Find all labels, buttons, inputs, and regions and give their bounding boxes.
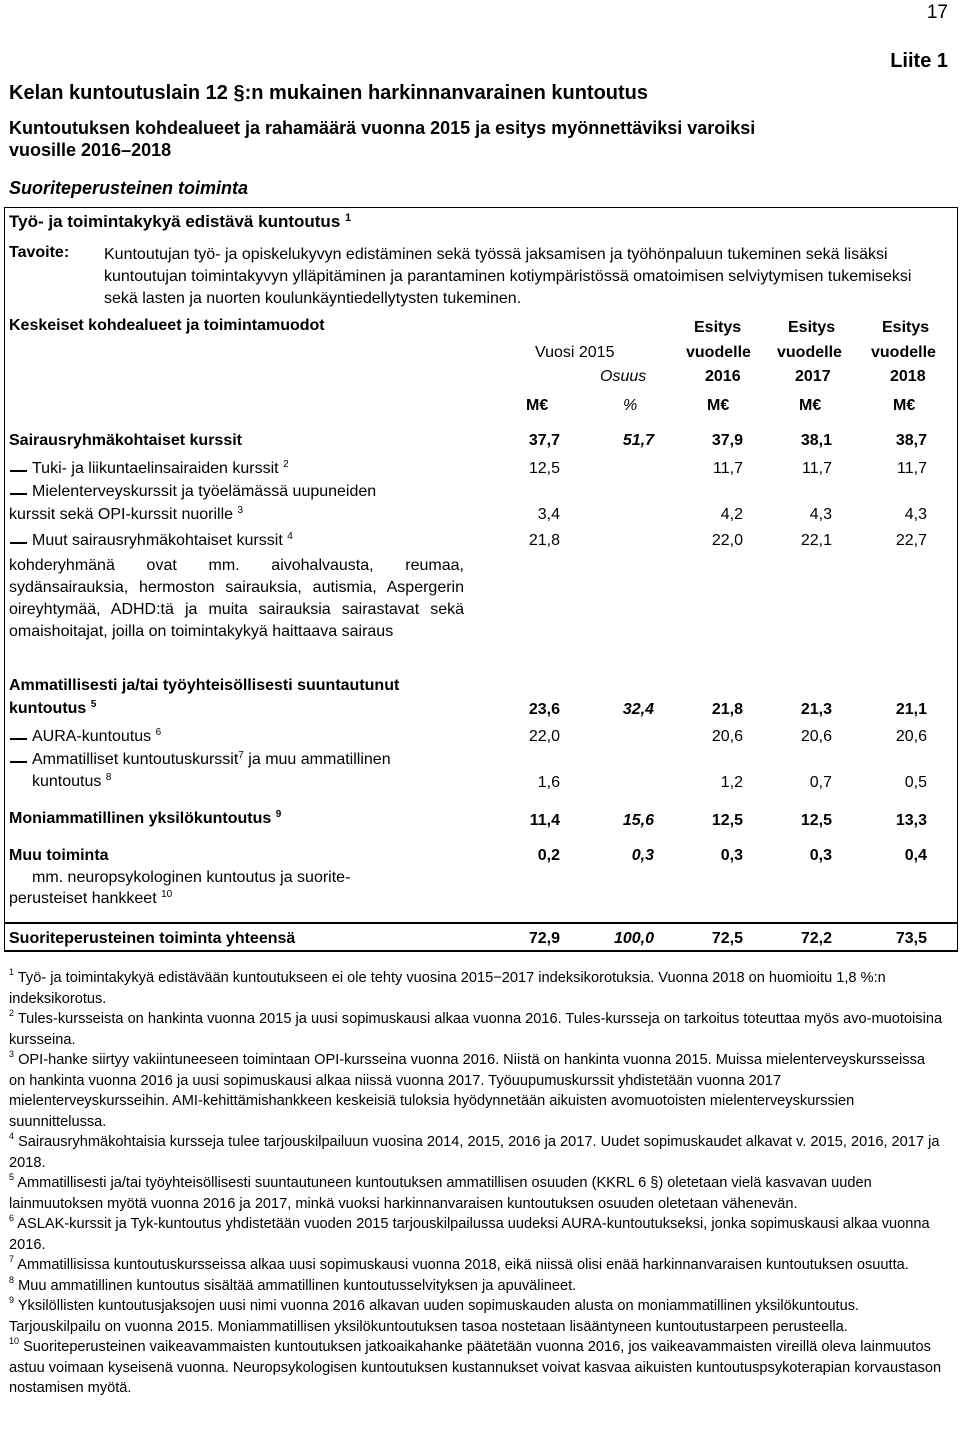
bottom-rule bbox=[4, 950, 957, 952]
row-label-line2: kuntoutus $^5$ bbox=[9, 699, 97, 717]
cell-osuus: 0,3 bbox=[631, 847, 654, 864]
cell-m2017: 0,7 bbox=[809, 774, 832, 791]
cell-m2016: 21,8 bbox=[711, 701, 743, 718]
footnote: $^8$ Muu ammatillinen kuntoutus sisältää ammatillinen kuntoutusselvityksen ja apuvälineet. bbox=[9, 1274, 577, 1294]
cell-m2016: 11,7 bbox=[713, 460, 743, 477]
cell-osuus: 32,4 bbox=[622, 701, 654, 718]
cell-m2015: 0,2 bbox=[537, 847, 560, 864]
cell-m2018: 22,7 bbox=[895, 532, 927, 549]
cell-m2015: 3,4 bbox=[537, 506, 560, 523]
cell-m2018: 0,5 bbox=[904, 774, 927, 791]
cell-m2015: 11,4 bbox=[529, 812, 560, 829]
header-esitys-2017: Esitys bbox=[788, 319, 836, 336]
row-sublabel-line1: mm. neuropsykologinen kuntoutus ja suorite- bbox=[32, 869, 351, 886]
row-label: Moniammatillinen yksilökuntoutus $^9$ bbox=[9, 809, 282, 827]
row-label-line1: Ammatilliset kuntoutuskurssit$^7$ ja muu ammatillinen bbox=[32, 750, 391, 768]
footnote: $^5$ Ammatillisesti ja/tai työyhteisöllisesti suuntautuneen kuntoutuksen ammatillisen osuuden (KKRL 6 §) oletetaan vielä kasvavan uuden lainmuutoksen myötä vuonna 2016 ja 2017, minkä vuoksi harkinnanvaraisen kuntoutuksen osuuden oletetaan vähenevän. bbox=[9, 1172, 872, 1212]
unit-m2018: M€ bbox=[893, 397, 916, 414]
header-year-2018: 2018 bbox=[890, 368, 926, 385]
cell-m2017: 20,6 bbox=[800, 728, 832, 745]
row-label-line1: Mielenterveyskurssit ja työelämässä uupuneiden bbox=[32, 483, 377, 500]
cell-m2018: 13,3 bbox=[895, 812, 927, 829]
header-osuus: Osuus bbox=[600, 368, 647, 385]
page-subtitle: Kuntoutuksen kohdealueet ja rahamäärä vuonna 2015 ja esitys myönnettäviksi varoiksi vuosille 2016–2018 bbox=[9, 118, 756, 160]
cell-m2015: 1,6 bbox=[537, 774, 560, 791]
bullet-dash bbox=[10, 493, 27, 495]
cell-osuus: 51,7 bbox=[622, 432, 654, 449]
cell-m2016: 22,0 bbox=[711, 532, 743, 549]
footnote: $^6$ ASLAK-kurssit ja Tyk-kuntoutus yhdistetään vuoden 2015 tarjouskilpailussa uudeksi AURA-kuntoutukseksi, jonka sopimuskausi alkaa vuonna 2016. bbox=[9, 1213, 930, 1253]
footnote: $^3$ OPI-hanke siirtyy vakiintuneeseen toimintaan OPI-kursseina vuonna 2016. Niistä on hankinta vuonna 2015. Muissa mielenterveyskursseissa on hankinta vuonna 2016 ja uusi sopimuskausi alkaa niissä vuonna 2017. Työuupumuskurssit yhdistetään vuonna 2017 mielenterveyskursseihin. AMI-kehittämishankkeen keskeisiä tuloksia hyödynnetään aikuisten avomuotoisten mielenterveyskurssien suunnittelussa. bbox=[9, 1049, 925, 1130]
cell-m2018: 11,7 bbox=[897, 460, 927, 477]
row-sublabel-line2: perusteiset hankkeet $^{10}$ bbox=[9, 889, 173, 907]
row-label-line2: kurssit sekä OPI-kurssit nuorille $^3$ bbox=[9, 505, 244, 523]
cell-m2017: 21,3 bbox=[800, 701, 832, 718]
header-area: Keskeiset kohdealueet ja toimintamuodot bbox=[9, 317, 325, 334]
cell-m2017: 0,3 bbox=[809, 847, 832, 864]
unit-pct: % bbox=[623, 397, 638, 414]
cell-m2017: 12,5 bbox=[800, 812, 832, 829]
cell-m2018: 21,1 bbox=[895, 701, 927, 718]
footnote: $^1$ Työ- ja toimintakykyä edistävään kuntoutukseen ei ole tehty vuosina 2015−2017 indeksikorotuksia. Vuonna 2018 on huomioitu 1,8 %:n indeksikorotus. bbox=[9, 967, 886, 1007]
bullet-dash bbox=[10, 761, 27, 763]
cell-m2016: 4,2 bbox=[720, 506, 743, 523]
tavoite-label: Tavoite: bbox=[9, 244, 70, 261]
footnote: $^{10}$ Suoriteperusteinen vaikeavammaisten kuntoutuksen jatkoaikahanke päätetään vuonna 2016, jos vaikeavammaisten vireillä oleva lainmuutos astuu voimaan kyseisenä vuonna. Neuropsykologisen kuntoutuksen kustannukset voivat kasvaa aikuisten kuntoutuspsykoterapian korvaustason nostamisen myötä. bbox=[9, 1336, 942, 1396]
cell-m2015: 21,8 bbox=[528, 532, 560, 549]
row-label: Sairausryhmäkohtaiset kurssit bbox=[9, 432, 242, 449]
appendix-label: Liite 1 bbox=[890, 50, 948, 72]
cell-m2018: 38,7 bbox=[895, 432, 927, 449]
cell-m2015: 22,0 bbox=[528, 728, 560, 745]
bullet-dash bbox=[10, 542, 27, 544]
cell-m2015: 23,6 bbox=[528, 701, 560, 718]
cell-m2018: 20,6 bbox=[895, 728, 927, 745]
unit-m2016: M€ bbox=[707, 397, 730, 414]
total-rule bbox=[4, 922, 957, 924]
cell-m2017: 38,1 bbox=[800, 432, 832, 449]
cell-m2016: 12,5 bbox=[711, 812, 743, 829]
cell-m2017: 22,1 bbox=[800, 532, 832, 549]
bullet-dash bbox=[10, 470, 27, 472]
header-esitys-2018: Esitys bbox=[882, 319, 930, 336]
footnote: $^9$ Yksilöllisten kuntoutusjaksojen uusi nimi vuonna 2016 alkavan uuden sopimuskauden alusta on moniammatillinen yksilökuntoutus. Tarjouskilpailu on vuonna 2015. Moniammatillisen yksilökuntoutuksen tasoa nostetaan lisääntyneen kuntoutustarpeen perusteella. bbox=[9, 1295, 860, 1335]
cell-m2016: 0,3 bbox=[720, 847, 743, 864]
row-label-line1: Ammatillisesti ja/tai työyhteisöllisesti suuntautunut bbox=[9, 677, 400, 694]
row-label-line2: kuntoutus $^8$ bbox=[32, 772, 112, 790]
bullet-dash bbox=[10, 738, 27, 740]
header-year-2016: 2016 bbox=[705, 368, 741, 385]
total-m2018: 73,5 bbox=[895, 930, 927, 947]
page-number: 17 bbox=[926, 2, 948, 23]
cell-m2015: 37,7 bbox=[528, 432, 560, 449]
footnotes bbox=[9, 968, 944, 1399]
section-heading: Suoriteperusteinen toiminta bbox=[9, 178, 249, 198]
total-osuus: 100,0 bbox=[613, 930, 654, 947]
row-label: Muu toiminta bbox=[9, 847, 109, 864]
header-vuodelle-2017: vuodelle bbox=[777, 344, 842, 361]
box-title: Työ- ja toimintakykyä edistävä kuntoutus $^1$ bbox=[9, 212, 352, 231]
cell-m2018: 4,3 bbox=[904, 506, 927, 523]
header-esitys-2016: Esitys bbox=[694, 319, 742, 336]
tavoite-text: Kuntoutujan työ- ja opiskelukyvyn edistäminen sekä työssä jaksamisen ja työhönpaluun tukeminen sekä lisäksi kuntoutujan toimintakyvyn ylläpitäminen ja parantaminen kotiympäristössä omatoimisen selviytymisen tukemiseksi sekä lasten ja nuorten koulunkäyntiedellytysten tukeminen. bbox=[104, 246, 912, 307]
footnote: $^2$ Tules-kursseista on hankinta vuonna 2015 ja uusi sopimuskausi alkaa vuonna 2016. Tules-kursseja on tarkoitus toteuttaa myös avo-muotoisina kursseina. bbox=[9, 1008, 943, 1048]
unit-m2015: M€ bbox=[526, 397, 549, 414]
row-label: Tuki- ja liikuntaelinsairaiden kurssit $^2$ bbox=[32, 459, 289, 477]
header-year-2017: 2017 bbox=[795, 368, 831, 385]
header-vuodelle-2018: vuodelle bbox=[871, 344, 936, 361]
cell-m2016: 1,2 bbox=[720, 774, 743, 791]
cell-m2016: 20,6 bbox=[711, 728, 743, 745]
header-vuosi: Vuosi 2015 bbox=[535, 344, 615, 361]
cell-m2017: 4,3 bbox=[809, 506, 832, 523]
row-description: kohderyhmänä ovat mm. aivohalvausta, reumaa, sydänsairauksia, hermoston sairauksia, autismia, Aspergerin oireyhtymää, ADHD:tä ja muita sairauksia sairastavat sekä omaishoitajat, joilla on toimintakykyä haittaava sairaus bbox=[9, 557, 464, 640]
footnote: $^4$ Sairausryhmäkohtaisia kursseja tulee tarjouskilpailuun vuosina 2014, 2015, 2016 ja 2017. Uudet sopimuskaudet alkavat v. 2015, 2016, 2017 ja 2018. bbox=[9, 1131, 940, 1171]
total-m2015: 72,9 bbox=[528, 930, 560, 947]
row-label: Muut sairausryhmäkohtaiset kurssit $^4$ bbox=[32, 531, 293, 549]
row-label: AURA-kuntoutus $^6$ bbox=[32, 727, 162, 745]
cell-osuus: 15,6 bbox=[622, 812, 654, 829]
cell-m2017: 11,7 bbox=[802, 460, 832, 477]
unit-m2017: M€ bbox=[799, 397, 822, 414]
total-m2016: 72,5 bbox=[711, 930, 743, 947]
cell-m2018: 0,4 bbox=[904, 847, 927, 864]
footnote: $^7$ Ammatillisissa kuntoutuskursseissa alkaa uusi sopimuskausi vuonna 2018, eikä niissä olisi enää harkinnanvaraisen kuntoutuksen osuutta. bbox=[9, 1254, 909, 1273]
total-label: Suoriteperusteinen toiminta yhteensä bbox=[9, 930, 296, 947]
cell-m2015: 12,5 bbox=[528, 460, 560, 477]
page-title: Kelan kuntoutuslain 12 §:n mukainen harkinnanvarainen kuntoutus bbox=[9, 82, 649, 104]
cell-m2016: 37,9 bbox=[711, 432, 743, 449]
total-m2017: 72,2 bbox=[800, 930, 832, 947]
header-vuodelle-2016: vuodelle bbox=[686, 344, 751, 361]
